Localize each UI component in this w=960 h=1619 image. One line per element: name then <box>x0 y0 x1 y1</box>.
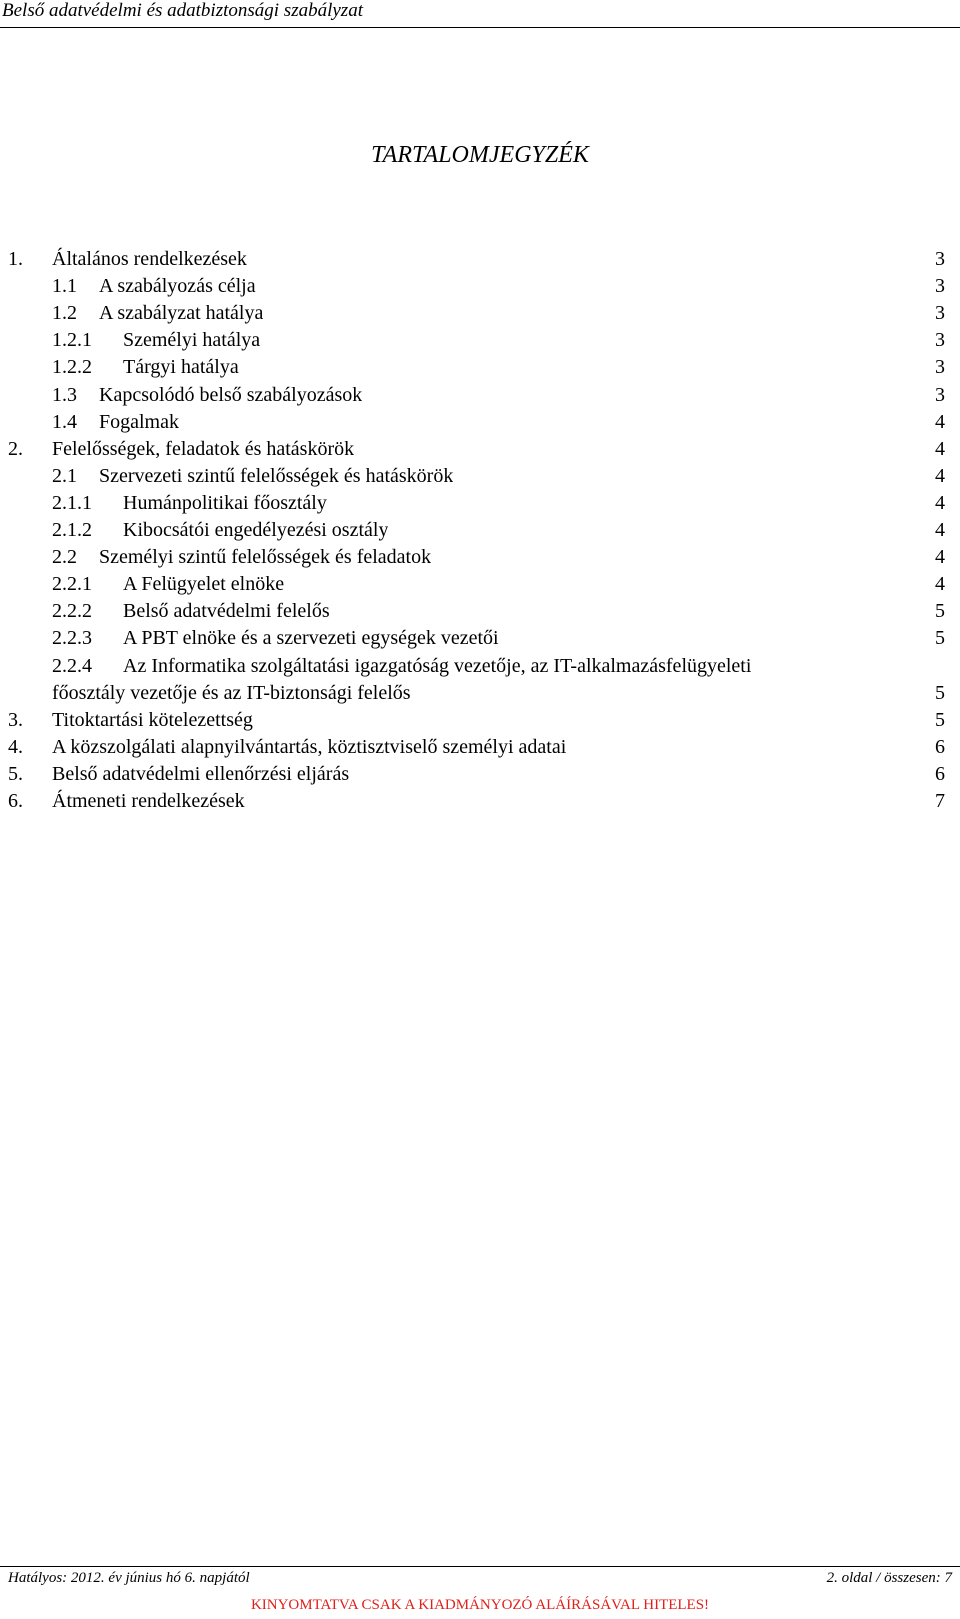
toc-entry[interactable] <box>52 598 945 625</box>
toc-entry-label: Belső adatvédelmi ellenőrzési eljárás <box>52 762 350 785</box>
toc-entry-label: A szabályzat hatálya <box>99 302 264 325</box>
toc-entry-page: 6 <box>935 762 945 785</box>
toc-entry[interactable] <box>8 246 945 273</box>
toc-entry-label: Szervezeti szintű felelősségek és hatáskörök <box>99 464 454 487</box>
toc-entry-page: 6 <box>935 735 945 758</box>
toc-entry-label: Személyi szintű felelősségek és feladatok <box>99 546 432 569</box>
toc-entry-label: Titoktartási kötelezettség <box>52 708 253 731</box>
toc-entry-label: Fogalmak <box>99 410 179 433</box>
toc-entry[interactable] <box>52 625 945 652</box>
toc-entry-page: 3 <box>935 383 945 406</box>
toc-entry-label: A PBT elnöke és a szervezeti egységek vezetői <box>123 627 499 650</box>
toc-entry-label: Kibocsátói engedélyezési osztály <box>123 519 389 541</box>
toc-entry-page: 4 <box>935 491 945 514</box>
toc-entry-number: 1.1 <box>52 275 77 298</box>
toc-entry-number: 5. <box>8 762 23 785</box>
toc-entry[interactable] <box>8 436 945 463</box>
toc-entry[interactable] <box>8 734 945 761</box>
toc-entry-label: Humánpolitikai főosztály <box>123 491 327 514</box>
toc-entry[interactable] <box>52 382 945 409</box>
toc-entry[interactable] <box>52 327 945 354</box>
toc-entry[interactable] <box>52 517 945 544</box>
toc-entry-page: 5 <box>935 708 945 731</box>
footer-effective-date: Hatályos: 2012. év június hó 6. napjától <box>8 1570 250 1586</box>
toc-entry-page: 3 <box>935 275 945 298</box>
toc-entry-page: 4 <box>935 519 945 541</box>
toc-entry-label: Felelősségek, feladatok és hatáskörök <box>52 437 355 460</box>
toc-entry-label-continued: főosztály vezetője és az IT-biztonsági felelős <box>52 681 411 704</box>
toc-entry-page: 3 <box>935 329 945 352</box>
toc-entry[interactable] <box>8 761 945 788</box>
toc-entry-label: Kapcsolódó belső szabályozások <box>99 383 363 406</box>
footer-rule <box>0 1566 960 1567</box>
toc-entry-number: 1.2.2 <box>52 356 92 379</box>
toc-entry-number: 2. <box>8 437 23 460</box>
toc-entry-page: 4 <box>935 464 945 487</box>
toc-entry-page: 4 <box>935 437 945 460</box>
toc-entry-label: A szabályozás célja <box>99 275 256 298</box>
toc-entry-page: 5 <box>935 681 945 704</box>
toc-entry[interactable] <box>52 571 945 598</box>
toc-entry-number: 2.2.2 <box>52 600 92 623</box>
toc-entry[interactable] <box>52 273 945 300</box>
toc-entry-label: Belső adatvédelmi felelős <box>123 600 330 623</box>
toc-entry-label: Általános rendelkezések <box>52 248 247 270</box>
toc-entry-label: Átmeneti rendelkezések <box>52 790 245 812</box>
toc-entry[interactable] <box>8 707 945 734</box>
toc-entry-page: 4 <box>935 573 945 596</box>
footer-notice: KINYOMTATVA CSAK A KIADMÁNYOZÓ ALÁÍRÁSÁVAL HITELES! <box>250 1597 710 1613</box>
toc-entry-page: 3 <box>935 248 945 270</box>
toc-entry[interactable] <box>52 490 945 517</box>
toc-entry-page: 3 <box>935 302 945 325</box>
toc-entry-page: 7 <box>935 790 945 812</box>
toc-entry-number: 2.1.1 <box>52 491 92 514</box>
toc-entry-number: 2.2.4 <box>52 654 92 677</box>
toc-entry-number: 4. <box>8 735 23 758</box>
toc-entry-label: A közszolgálati alapnyilvántartás, köztisztviselő személyi adatai <box>52 735 567 758</box>
toc-entry-label: A Felügyelet elnöke <box>123 573 285 596</box>
toc-entry-label: Tárgyi hatálya <box>123 356 239 379</box>
toc-entry[interactable] <box>52 354 945 381</box>
toc-entry[interactable] <box>52 653 945 680</box>
toc-entry-page: 4 <box>935 546 945 569</box>
toc-entry-number: 6. <box>8 790 23 812</box>
toc-entry[interactable] <box>8 788 945 815</box>
toc-entry-number: 1.3 <box>52 383 77 406</box>
footer-page-info: 2. oldal / összesen: 7 <box>826 1570 952 1586</box>
toc-entry-number: 2.2 <box>52 546 77 569</box>
page-header <box>0 0 960 28</box>
toc-entry[interactable] <box>52 463 945 490</box>
toc-entry-number: 1.4 <box>52 410 77 433</box>
toc-entry-number: 2.2.3 <box>52 627 92 650</box>
toc-entry[interactable] <box>52 409 945 436</box>
toc-entry-label: Személyi hatálya <box>123 329 261 352</box>
toc-entry-number: 3. <box>8 708 23 731</box>
toc-entry-label: Az Informatika szolgáltatási igazgatóság vezetője, az IT-alkalmazásfelügyeleti <box>123 654 752 677</box>
toc-entry-number: 2.1.2 <box>52 519 92 541</box>
toc-entry-page: 5 <box>935 627 945 650</box>
toc-entry-number: 1.2 <box>52 302 77 325</box>
toc-title: TARTALOMJEGYZÉK <box>371 142 589 168</box>
document-title: Belső adatvédelmi és adatbiztonsági szabályzat <box>2 0 363 21</box>
toc-entry-page: 4 <box>935 410 945 433</box>
toc-entry-number: 1.2.1 <box>52 329 92 352</box>
toc-entry-page: 3 <box>935 356 945 379</box>
toc-entry[interactable] <box>52 544 945 571</box>
toc-entry-number: 1. <box>8 248 23 270</box>
toc-entry-number: 2.2.1 <box>52 573 92 596</box>
toc-entry-number: 2.1 <box>52 464 77 487</box>
toc-entry[interactable] <box>52 300 945 327</box>
toc-entry-continuation[interactable] <box>52 680 945 707</box>
toc-entry-page: 5 <box>935 600 945 623</box>
